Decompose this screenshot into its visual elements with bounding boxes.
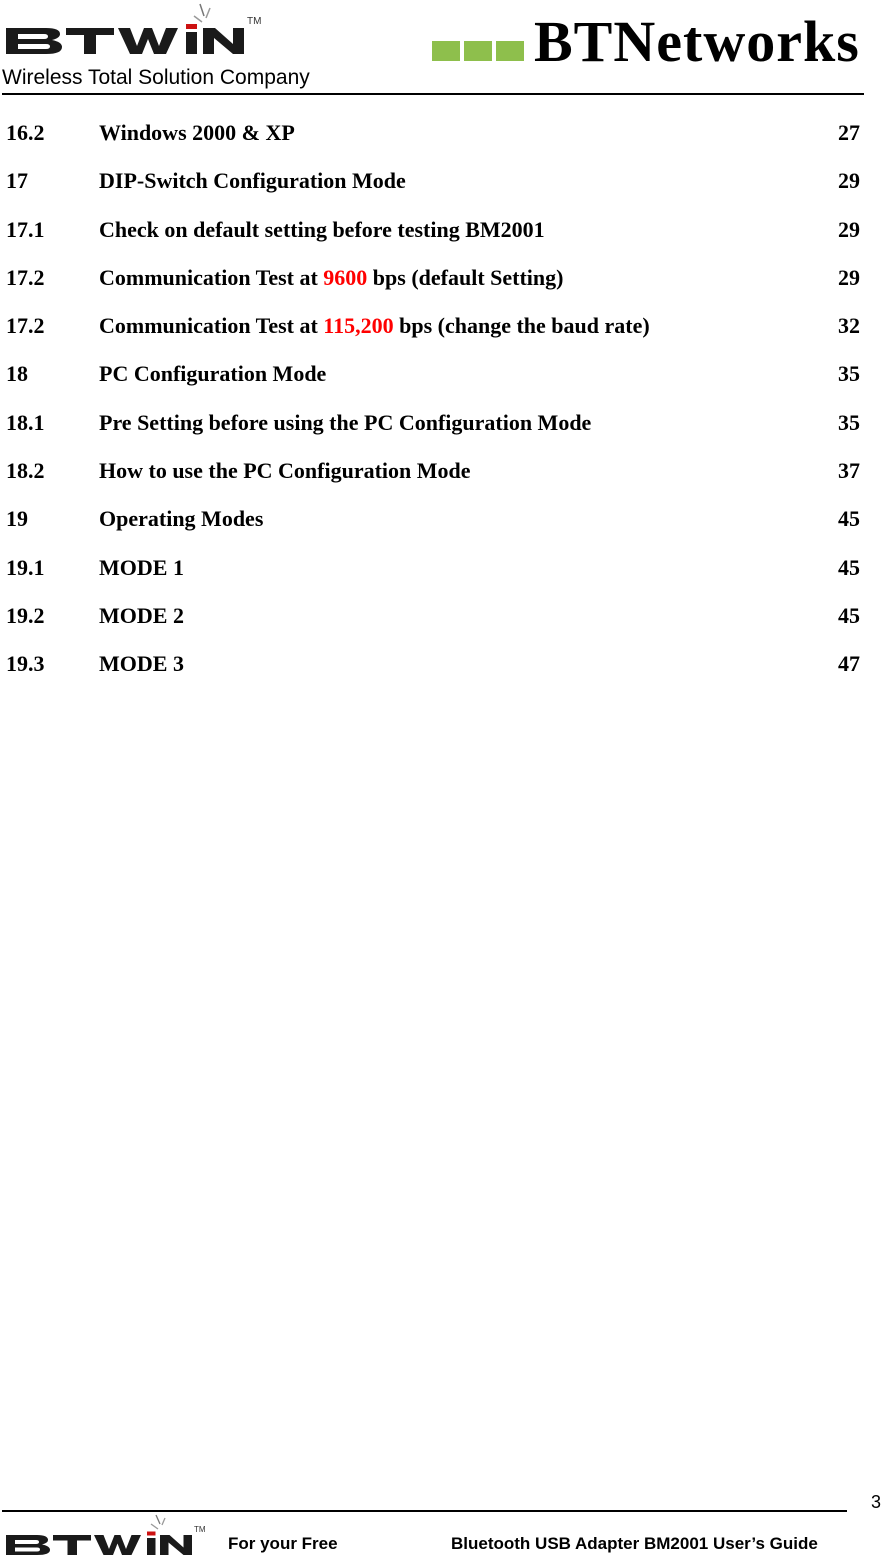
toc-number: 18.1 bbox=[6, 409, 45, 435]
toc-page: 29 bbox=[838, 264, 860, 290]
toc-entry[interactable] bbox=[6, 210, 860, 258]
toc-number: 19.1 bbox=[6, 554, 45, 580]
toc-entry[interactable] bbox=[6, 548, 860, 596]
footer-guide-title: Bluetooth USB Adapter BM2001 User’s Guide bbox=[451, 1534, 818, 1553]
footer-divider bbox=[2, 1510, 847, 1512]
toc-number: 18.2 bbox=[6, 458, 45, 484]
toc-entry[interactable] bbox=[6, 113, 860, 161]
toc-page: 35 bbox=[838, 361, 860, 387]
toc-page: 29 bbox=[838, 168, 860, 194]
toc-page: 45 bbox=[838, 602, 860, 628]
page-number: 3 bbox=[870, 1492, 881, 1512]
svg-text:TM: TM bbox=[247, 16, 262, 27]
toc-page: 45 bbox=[838, 554, 860, 580]
toc-title: Check on default setting before testing BM2001 bbox=[99, 216, 545, 242]
toc-page: 47 bbox=[838, 651, 860, 677]
company-tagline: Wireless Total Solution Company bbox=[2, 66, 310, 89]
toc-number: 16.2 bbox=[6, 120, 45, 145]
toc-entry[interactable] bbox=[6, 403, 860, 451]
toc-title: Operating Modes bbox=[99, 506, 264, 532]
toc-entry[interactable] bbox=[6, 258, 860, 306]
toc-number: 19.2 bbox=[6, 602, 45, 628]
green-square-icon bbox=[464, 41, 492, 61]
toc-entry[interactable] bbox=[6, 451, 860, 499]
toc-entry[interactable] bbox=[6, 644, 860, 692]
toc-title: MODE 1 bbox=[99, 554, 184, 580]
header-divider bbox=[2, 93, 864, 95]
btwin-logo bbox=[4, 2, 266, 64]
toc-number: 17.1 bbox=[6, 216, 45, 242]
toc-number: 19 bbox=[6, 506, 28, 532]
toc-title-text: Communication Test at bbox=[99, 313, 324, 339]
toc-entry[interactable] bbox=[6, 354, 860, 402]
toc-number: 19.3 bbox=[6, 651, 45, 677]
toc-title: Pre Setting before using the PC Configuration Mode bbox=[99, 409, 592, 435]
toc-title-text: bps (change the baud rate) bbox=[393, 313, 650, 339]
toc-page: 27 bbox=[838, 120, 860, 145]
toc-page: 29 bbox=[838, 216, 860, 242]
toc-title bbox=[99, 258, 563, 298]
toc-title: Windows 2000 & XP bbox=[99, 120, 295, 145]
toc-title: MODE 3 bbox=[99, 651, 184, 677]
toc-title: DIP-Switch Configuration Mode bbox=[99, 168, 406, 194]
baud-rate-highlight: 9600 bbox=[323, 264, 368, 290]
green-square-icon bbox=[496, 41, 524, 61]
baud-rate-highlight: 115,200 bbox=[323, 313, 394, 339]
btnetworks-wordmark: BTNetworks bbox=[534, 9, 860, 74]
svg-text:TM: TM bbox=[194, 1525, 206, 1534]
toc-title: How to use the PC Configuration Mode bbox=[99, 458, 471, 484]
toc-title: MODE 2 bbox=[99, 602, 184, 628]
toc-page: 35 bbox=[838, 409, 860, 435]
toc-entry[interactable] bbox=[6, 161, 860, 209]
toc-number: 17 bbox=[6, 168, 28, 194]
toc-page: 32 bbox=[838, 313, 860, 339]
toc-number: 17.2 bbox=[6, 264, 45, 290]
toc-title bbox=[99, 306, 650, 346]
table-of-contents bbox=[6, 113, 860, 693]
btnetworks-logo bbox=[432, 9, 860, 74]
toc-title: PC Configuration Mode bbox=[99, 361, 327, 387]
green-square-icon bbox=[432, 41, 460, 61]
toc-number: 18 bbox=[6, 361, 28, 387]
toc-title-text: Communication Test at bbox=[99, 264, 324, 290]
toc-page: 45 bbox=[838, 506, 860, 532]
toc-entry[interactable] bbox=[6, 499, 860, 547]
toc-number: 17.2 bbox=[6, 313, 45, 339]
toc-entry[interactable] bbox=[6, 596, 860, 644]
toc-page: 37 bbox=[838, 458, 860, 484]
footer-btwin-logo bbox=[4, 1513, 210, 1561]
toc-title-text: bps (default Setting) bbox=[367, 264, 564, 290]
footer-left-text: For your Free bbox=[228, 1534, 338, 1553]
toc-entry[interactable] bbox=[6, 306, 860, 354]
